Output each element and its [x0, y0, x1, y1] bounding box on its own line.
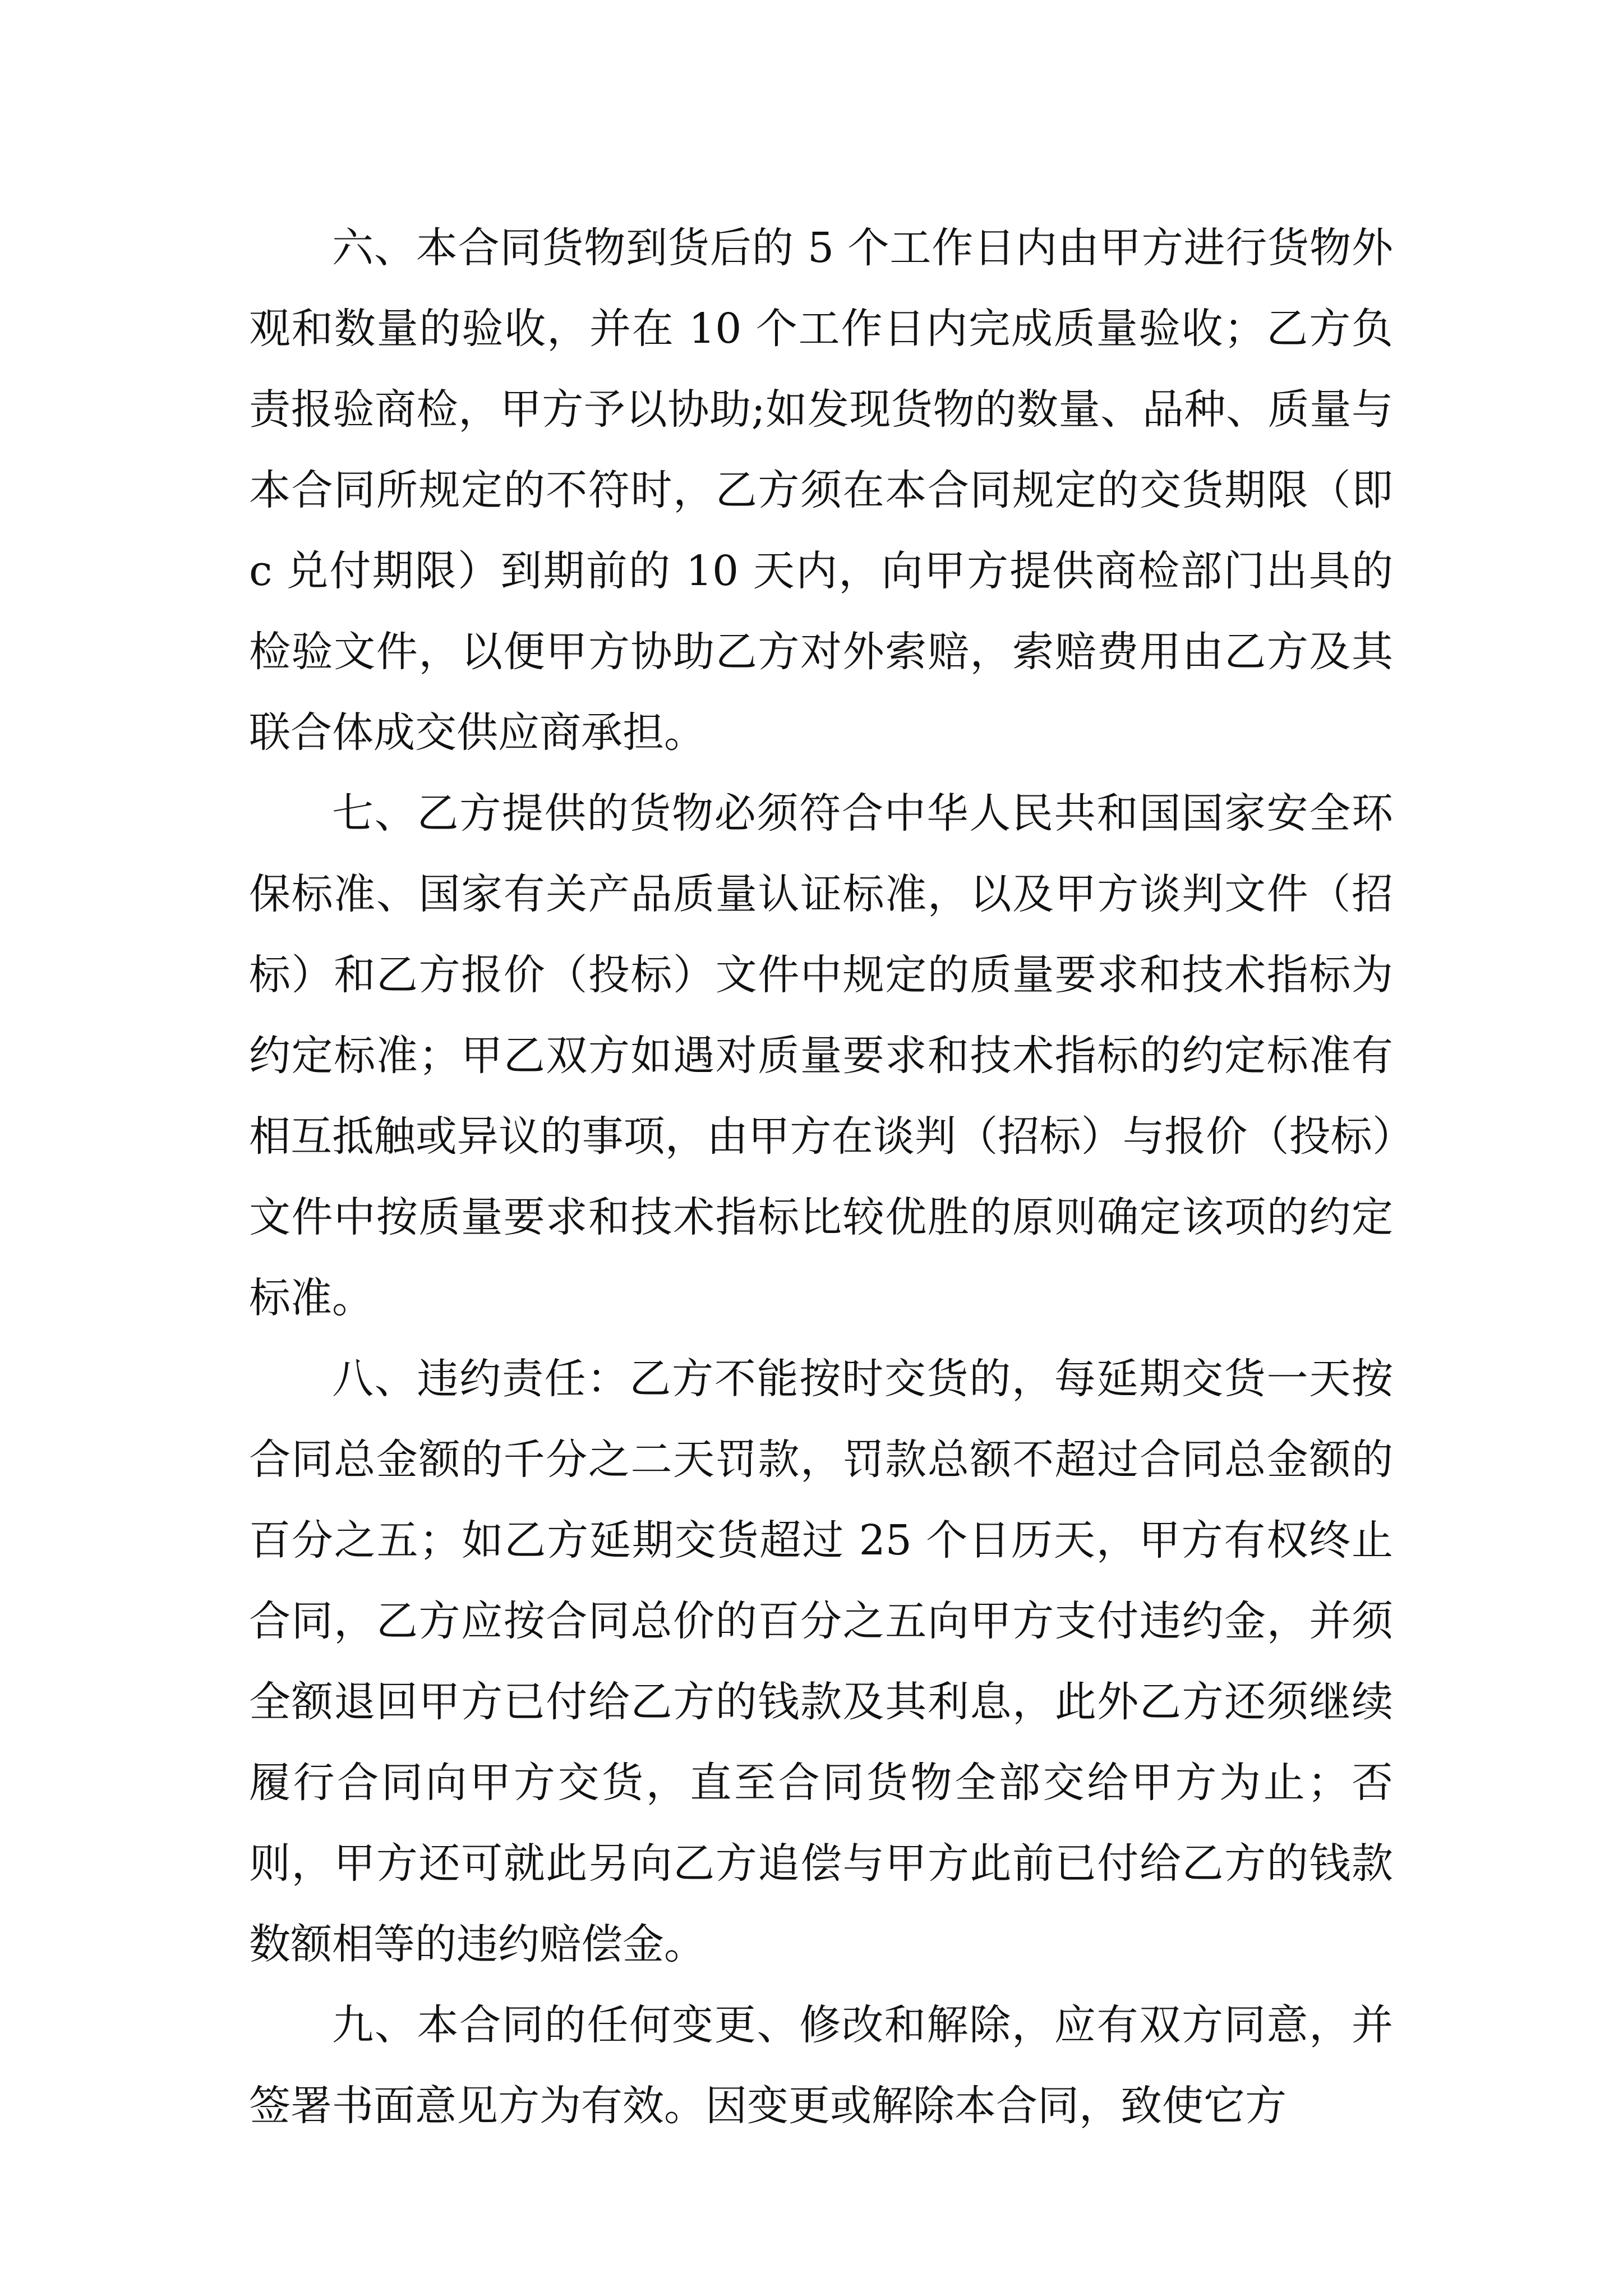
clause-7-paragraph: 七、乙方提供的货物必须符合中华人民共和国国家安全环保标准、国家有关产品质量认证标准，以及甲方谈判文件（招标）和乙方报价（投标）文件中规定的质量要求和技术指标为约定标准；甲乙双方如遇对质量要求和技术指标的约定标准有相互抵触或异议的事项，由甲方在谈判（招标）与报价（投标）文件中按质量要求和技术指标比较优胜的原则确定该项的约定标准。	[249, 789, 1393, 1322]
clause-6-paragraph: 六、本合同货物到货后的 5 个工作日内由甲方进行货物外观和数量的验收，并在 10 个工作日内完成质量验收；乙方负责报验商检，甲方予以协助;如发现货物的数量、品种、质量与本合同所规定的不符时，乙方须在本合同规定的交货期限（即 c 兑付期限）到期前的 10 天内，向甲方提供商检部门出具的检验文件，以便甲方协助乙方对外索赔，索赔费用由乙方及其联合体成交供应商承担。	[249, 224, 1393, 757]
contract-body	[249, 208, 1393, 2146]
clause-8-paragraph: 八、违约责任：乙方不能按时交货的，每延期交货一天按合同总金额的千分之二天罚款，罚款总额不超过合同总金额的百分之五；如乙方延期交货超过 25 个日历天，甲方有权终止合同，乙方应按合同总价的百分之五向甲方支付违约金，并须全额退回甲方已付给乙方的钱款及其利息，此外乙方还须继续履行合同向甲方交货，直至合同货物全部交给甲方为止；否则，甲方还可就此另向乙方追偿与甲方此前已付给乙方的钱款数额相等的违约赔偿金。	[249, 1355, 1393, 1968]
clause-9-paragraph: 九、本合同的任何变更、修改和解除，应有双方同意，并签署书面意见方为有效。因变更或解除本合同，致使它方	[249, 2001, 1393, 2130]
